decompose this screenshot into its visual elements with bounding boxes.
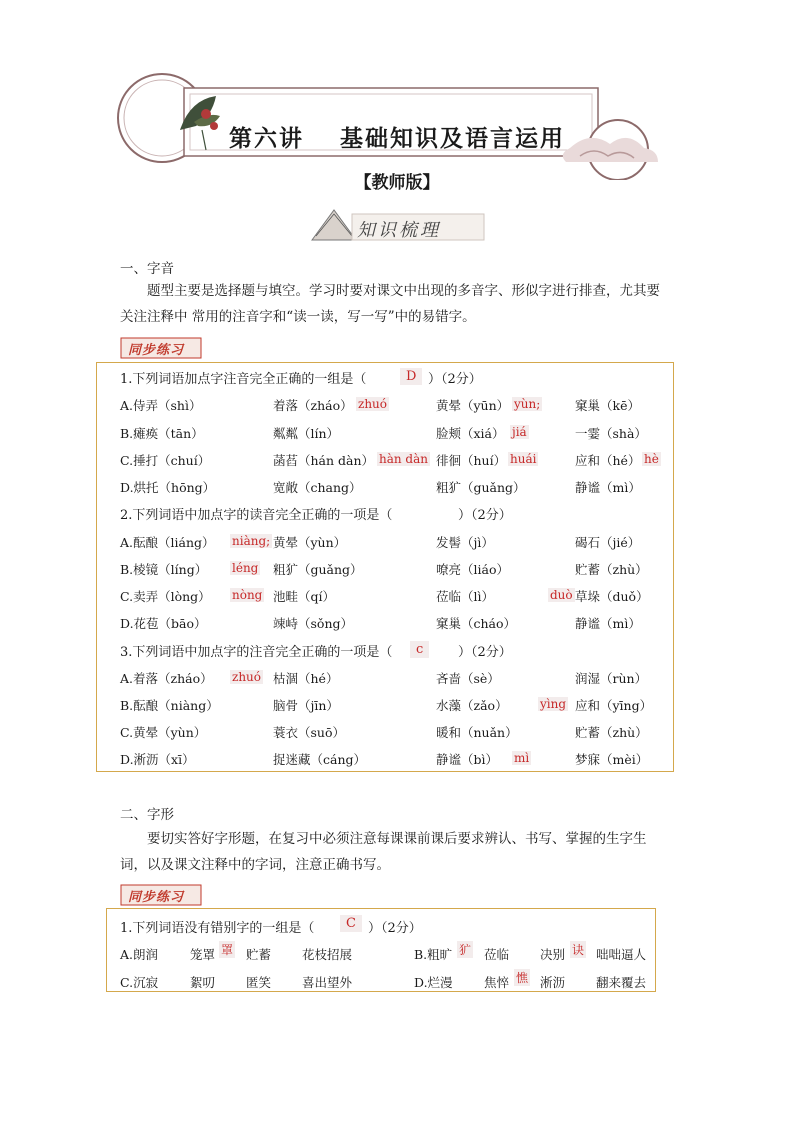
char-option: 笼罩 <box>190 947 216 962</box>
q2-option-a-2: 黄晕（yùn） <box>273 535 347 550</box>
q1-option-d-1: D.烘托（hōng） <box>120 480 216 495</box>
q1-option-b-3: 脸颊（xiá） <box>436 426 505 441</box>
q2-note: nòng <box>232 588 263 602</box>
q1-note: hàn dàn <box>379 452 428 466</box>
q1-option-c-1: C.捶打（chuí） <box>120 453 211 468</box>
q3-option-a-3: 吝啬（sè） <box>436 671 500 686</box>
q3-option-b-2: 脑骨（jīn） <box>273 698 339 713</box>
char-option: 决别 <box>540 947 566 962</box>
q3-option-a-2: 枯涸（hé） <box>273 671 339 686</box>
q1-option-b-4: 一霎（shà） <box>575 426 647 441</box>
char-note: 犷 <box>459 943 472 957</box>
q2-option-d-1: D.花苞（bāo） <box>120 616 207 631</box>
char-question-1-answer: C <box>340 915 362 932</box>
q1-note: zhuó <box>358 397 388 411</box>
knowledge-banner-text: 知识梳理 <box>357 220 441 241</box>
q2-option-c-4: 草垛（duǒ） <box>575 589 649 604</box>
section-intro-characters: 要切实答好字形题，在复习中必须注意每课课前课后要求辨认、书写、掌握的生字生词，以及课文注释中的字词，注意正确书写。 <box>120 831 647 873</box>
char-option: D.烂漫 <box>414 975 453 990</box>
q3-option-d-4: 梦寐（mèi） <box>575 752 649 767</box>
q2-option-a-1: A.酝酿（liáng） <box>120 535 215 550</box>
char-option: 喜出望外 <box>302 975 353 990</box>
q3-option-d-2: 捉迷藏（cáng） <box>273 752 367 767</box>
question-2-score: ）（2分） <box>458 508 512 523</box>
q1-option-c-3: 徘徊（huí） <box>436 453 507 468</box>
q2-option-d-2: 竦峙（sǒng） <box>273 616 353 631</box>
q3-note: yìng <box>540 697 567 711</box>
q2-option-b-3: 嘹亮（liáo） <box>436 562 509 577</box>
edition-label: 【教师版】 <box>354 173 440 193</box>
q2-option-d-3: 窠巢（cháo） <box>436 616 517 631</box>
q1-option-a-1: A.侍弄（shì） <box>120 398 202 413</box>
q1-option-a-2: 着落（zháo） <box>273 398 353 413</box>
char-question-1-score: ）（2分） <box>368 921 422 936</box>
char-option: 焦悴 <box>484 975 510 990</box>
q3-option-b-3: 水藻（zǎo） <box>436 698 508 713</box>
question-3-score: ）（2分） <box>458 645 512 660</box>
q3-option-a-1: A.着落（zháo） <box>120 671 213 686</box>
char-option: 花枝招展 <box>302 947 353 962</box>
q2-option-b-4: 贮蓄（zhù） <box>575 562 648 577</box>
q2-option-c-3: 莅临（lì） <box>436 589 494 604</box>
char-option: 淅沥 <box>540 975 566 990</box>
char-question-1-stem: 1.下列词语没有错别字的一组是（ <box>120 921 315 936</box>
q3-option-c-4: 贮蓄（zhù） <box>575 725 648 740</box>
char-option: 絮叨 <box>190 975 216 990</box>
q1-option-c-4: 应和（hé） <box>575 453 641 468</box>
q2-option-c-2: 池畦（qí） <box>273 589 335 604</box>
q1-note: hè <box>644 452 659 466</box>
char-option: 匿笑 <box>246 975 272 990</box>
q3-option-c-3: 暖和（nuǎn） <box>436 725 518 740</box>
q3-note: zhuó <box>232 670 262 684</box>
char-note: 憔 <box>516 971 529 985</box>
q3-option-d-3: 静谧（bì） <box>436 752 498 767</box>
q1-option-d-2: 宽敞（chang） <box>273 480 362 495</box>
lecture-title: 基础知识及语言运用 <box>340 125 565 152</box>
q2-option-b-1: B.棱镜（líng） <box>120 562 208 577</box>
question-3-answer: c <box>410 641 429 658</box>
q1-option-d-3: 粗犷（guǎng） <box>436 480 526 495</box>
question-3-stem: 3.下列词语中加点字的注音完全正确的一项是（ <box>120 645 393 660</box>
question-1-score: ）（2分） <box>428 372 482 387</box>
q1-option-a-4: 窠巢（kē） <box>575 398 640 413</box>
q1-option-b-2: 粼粼（lín） <box>273 426 340 441</box>
section-intro-pronunciation: 题型主要是选择题与填空。学习时要对课文中出现的多音字、形似字进行排查，尤其要关注注释中 常用的注音字和“读一读，写一写”中的易错字。 <box>120 283 660 325</box>
char-note: 诀 <box>572 943 585 957</box>
q3-option-d-1: D.淅沥（xī） <box>120 752 195 767</box>
q3-option-c-1: C.黄晕（yùn） <box>120 725 207 740</box>
lecture-number: 第六讲 <box>229 125 304 152</box>
char-option: A.朗润 <box>120 947 159 962</box>
q2-option-d-4: 静谧（mì） <box>575 616 641 631</box>
q2-note: niàng; <box>232 534 271 548</box>
section-heading-pronunciation: 一、字音 <box>120 261 174 277</box>
section-heading-characters: 二、字形 <box>120 807 174 823</box>
q1-option-a-3: 黄晕（yūn） <box>436 398 510 413</box>
q2-option-b-2: 粗犷（guǎng） <box>273 562 363 577</box>
q3-option-c-2: 蓑衣（suō） <box>273 725 345 740</box>
q1-option-c-2: 菡萏（hán dàn） <box>273 453 375 468</box>
char-option: 咄咄逼人 <box>596 947 647 962</box>
char-option: 贮蓄 <box>246 947 272 962</box>
q3-note: mì <box>514 751 530 765</box>
page-title <box>0 120 794 153</box>
q3-option-b-1: B.酝酿（niàng） <box>120 698 219 713</box>
q2-option-a-4: 碣石（jié） <box>575 535 641 550</box>
char-option: B.粗旷 <box>414 947 453 962</box>
q1-note: huái <box>510 452 537 466</box>
char-option: 翻来覆去 <box>596 975 647 990</box>
q3-option-a-4: 润湿（rùn） <box>575 671 648 686</box>
q1-option-b-1: B.瘫痪（tān） <box>120 426 204 441</box>
q2-note: duò <box>550 588 573 602</box>
question-1-stem: 1.下列词语加点字注音完全正确的一组是（ <box>120 372 367 387</box>
q1-note: jiá <box>512 425 527 439</box>
practice-tag: 同步练习 <box>128 343 185 358</box>
question-2-stem: 2.下列词语中加点字的读音完全正确的一项是（ <box>120 508 393 523</box>
q2-note: léng <box>232 561 259 575</box>
q3-option-b-4: 应和（yīng） <box>575 698 653 713</box>
q1-note: yùn; <box>514 397 541 411</box>
q2-option-a-3: 发髻（jì） <box>436 535 494 550</box>
char-option: C.沉寂 <box>120 975 159 990</box>
question-1-answer: D <box>400 368 422 385</box>
q2-option-c-1: C.卖弄（lòng） <box>120 589 211 604</box>
practice-tag: 同步练习 <box>128 890 185 905</box>
q1-option-d-4: 静谧（mì） <box>575 480 641 495</box>
char-option: 莅临 <box>484 947 510 962</box>
char-note: 罩 <box>221 943 234 957</box>
